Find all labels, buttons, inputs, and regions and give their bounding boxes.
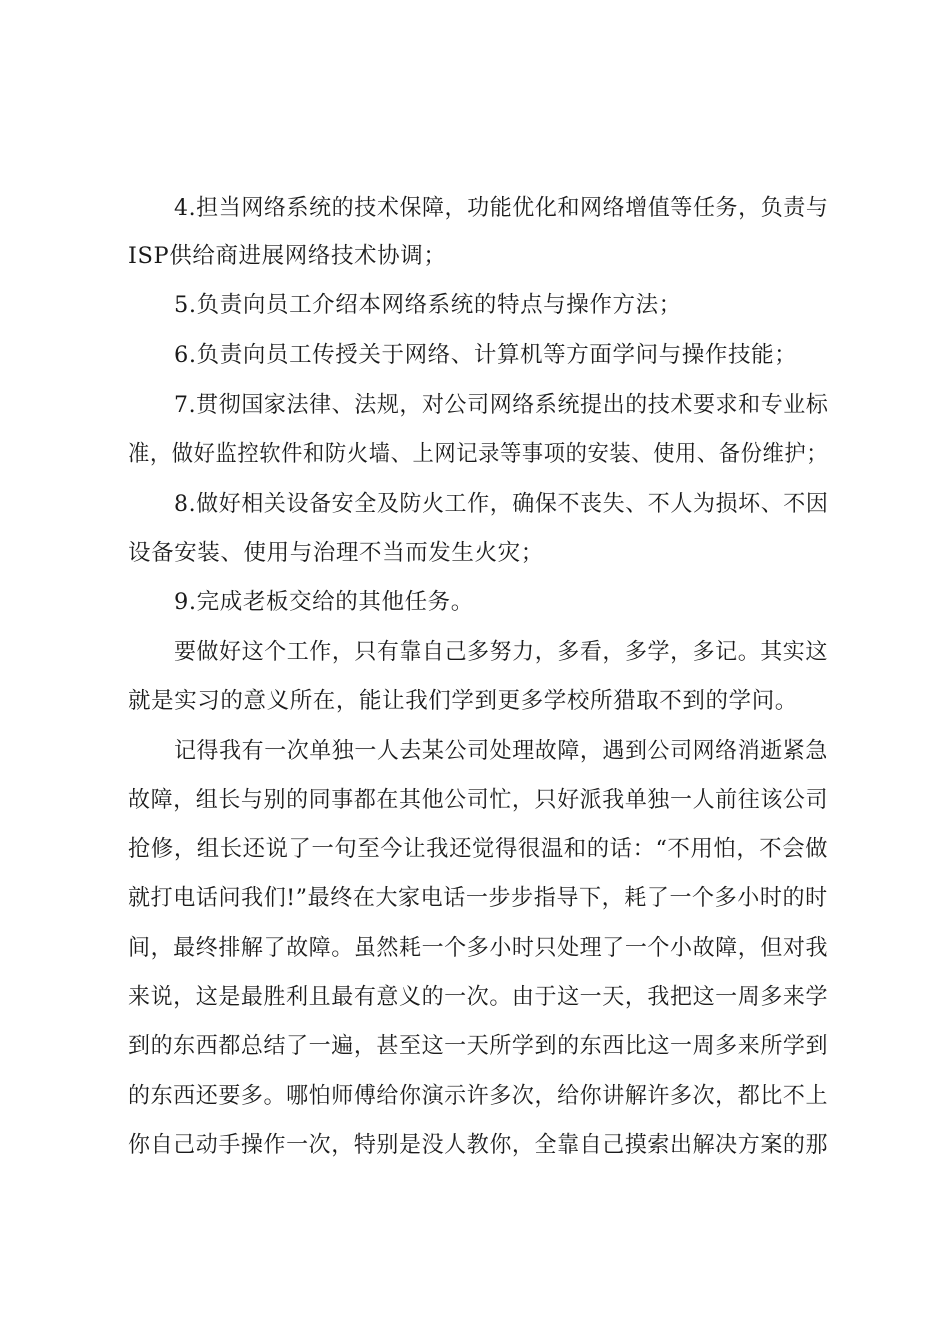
text-line: 就是实习的意义所在，能让我们学到更多学校所猎取不到的学问。: [128, 688, 798, 714]
text-line: 抢修，组长还说了一句至今让我还觉得很温和的话：“不用怕，不会做: [128, 836, 829, 862]
text-line: ISP供给商进展网络技术协调；: [128, 243, 447, 269]
text-line: 9.完成老板交给的其他任务。: [174, 589, 474, 615]
text-line: 7.贯彻国家法律、法规，对公司网络系统提出的技术要求和专业标: [174, 392, 829, 418]
text-line: 到的东西都总结了一遍，甚至这一天所学到的东西比这一周多来所学到: [128, 1033, 829, 1059]
text-line: 5.负责向员工介绍本网络系统的特点与操作方法；: [174, 292, 682, 318]
text-line: 要做好这个工作，只有靠自己多努力，多看，多学，多记。其实这: [174, 639, 828, 665]
text-line: 准，做好监控软件和防火墙、上网记录等事项的安装、使用、备份维护；: [128, 441, 829, 467]
text-line: 来说，这是最胜利且最有意义的一次。由于这一天，我把这一周多来学: [128, 984, 829, 1010]
text-line: 就打电话问我们!”最终在大家电话一步步指导下，耗了一个多小时的时: [128, 885, 828, 911]
text-line: 4.担当网络系统的技术保障，功能优化和网络增值等任务，负责与: [174, 195, 829, 221]
text-line: 故障，组长与别的同事都在其他公司忙，只好派我单独一人前往该公司: [128, 787, 829, 813]
text-line: 你自己动手操作一次，特别是没人教你，全靠自己摸索出解决方案的那: [128, 1132, 829, 1158]
text-line: 的东西还要多。哪怕师傅给你演示许多次，给你讲解许多次，都比不上: [128, 1083, 829, 1109]
text-line: 设备安装、使用与治理不当而发生火灾；: [128, 540, 544, 566]
text-line: 间，最终排解了故障。虽然耗一个多小时只处理了一个小故障，但对我: [128, 935, 829, 961]
text-line: 8.做好相关设备安全及防火工作，确保不丧失、不人为损坏、不因: [174, 491, 829, 517]
text-line: 6.负责向员工传授关于网络、计算机等方面学问与操作技能；: [174, 342, 798, 368]
text-line: 记得我有一次单独一人去某公司处理故障，遇到公司网络消逝紧急: [174, 738, 828, 764]
